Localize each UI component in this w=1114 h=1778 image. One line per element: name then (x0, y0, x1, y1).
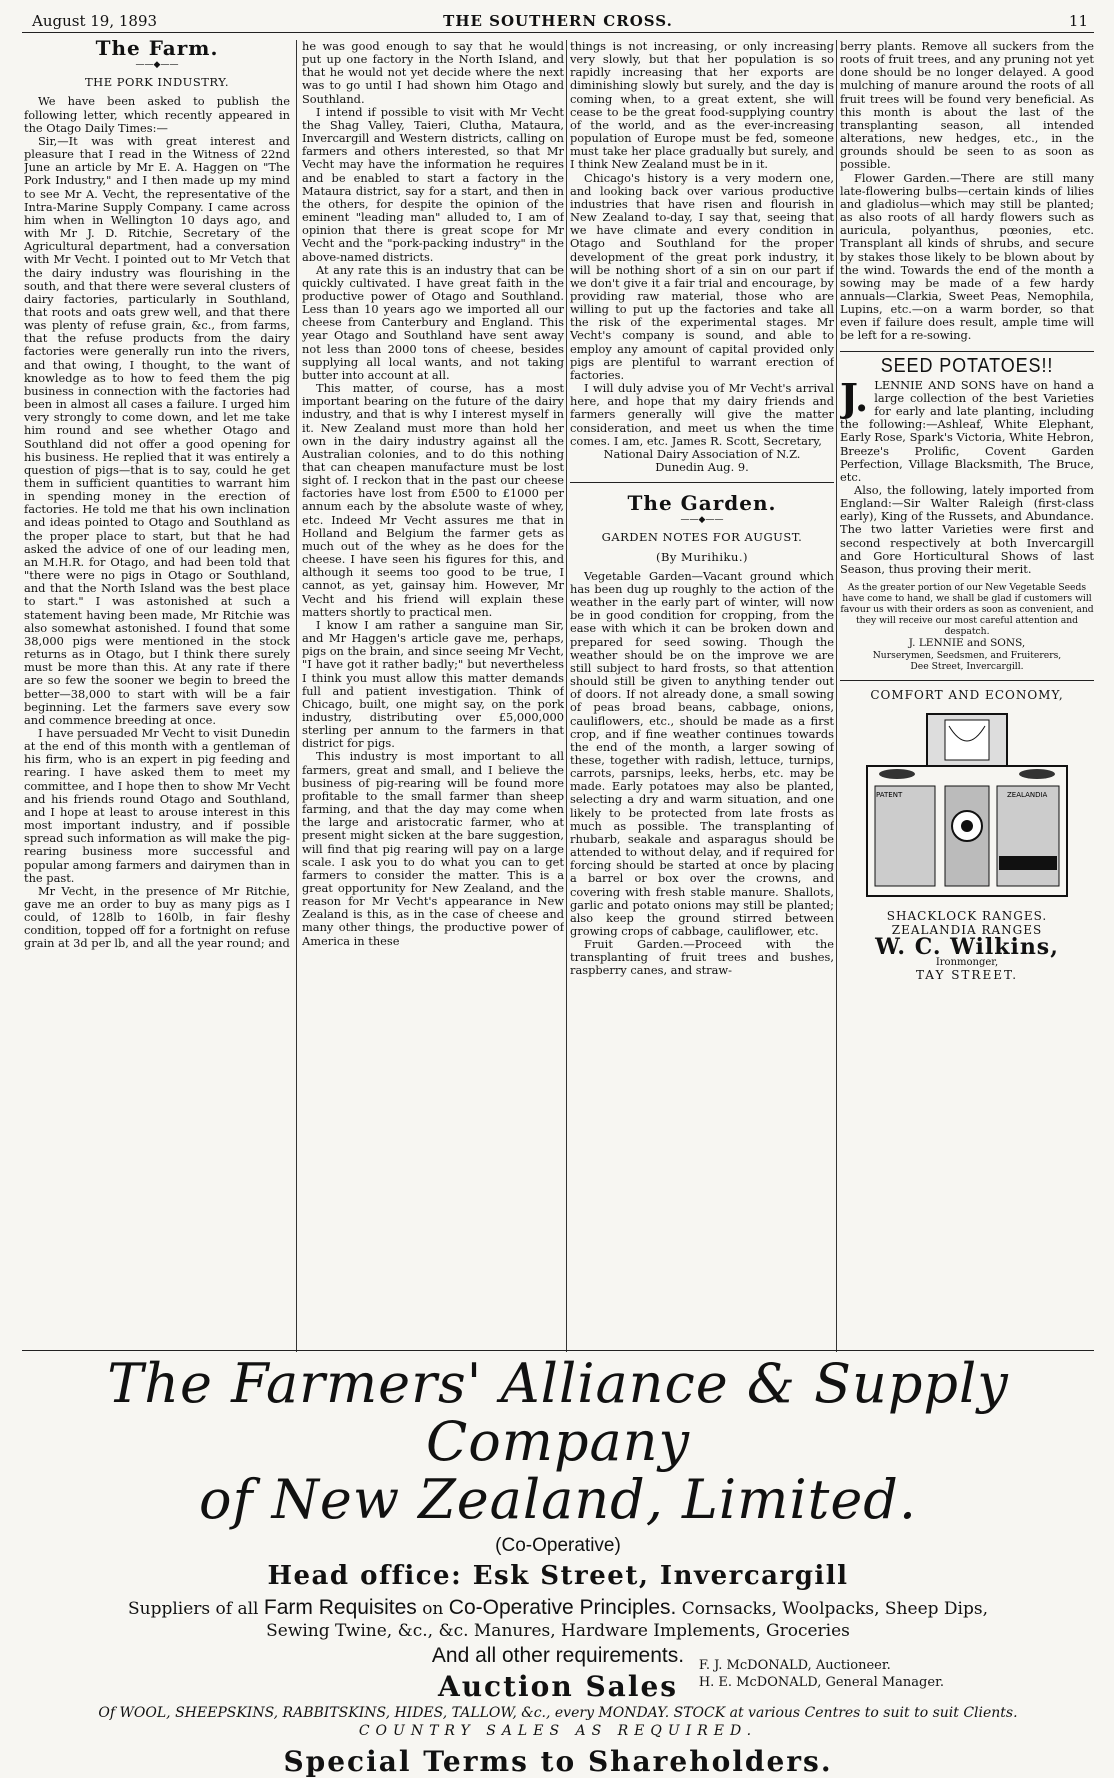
paragraph: LENNIE AND SONS have on hand a large collection of the best Varieties for early and late planting, including the following:—Ashleaf, White Elephant, Early Rose, Spark's Victoria, White Hebron, Breeze's Prolific, Covent Garden Perfection, Village Blacksmith, The Bruce, etc. (840, 377, 1094, 484)
column-rule (296, 40, 297, 1352)
paragraph: Mr Vecht, in the presence of Mr Ritchie, gave me an order to buy as many pigs as I could, of 128lb to 160lb, in fair fleshy condition, topped off for a fortnight on refuse grain at 3d per lb, and all the year round; and (24, 883, 290, 951)
paragraph: Vegetable Garden—Vacant ground which has been dug up roughly to the action of the weather in the early part of winter, will now be in good condition for cropping, from the ease with which it can be broken down and prepared for seed sowing. Though the weather should be on the improve we are still subject to hard frosts, so that attention should still be given to anything tender out of doors. If not already done, a small sowing of peas broad beans, cabbage, onions, cauliflowers, etc., should be made as a first crop, and if fine weather continues towards the end of the month, a larger sowing of these, together with radish, lettuce, turnips, carrots, parsnips, leeks, herbs, etc. may be made. Early potatoes may also be planted, selecting a dry and warm situation, and one likely to be protected from late frosts as much as possible. The transplanting of rhubarb, seakale and asparagus should be attended to without delay, and if required for forcing should be started at once by placing a barrel or box over the crowns, and covering with fresh stable manure. Shallots, garlic and potato onions may still be planted; also keep the ground stirred between growing crops of cabbage, cauliflower, etc. (570, 568, 834, 938)
suppliers-text: Farm Requisites (263, 1596, 417, 1619)
suppliers-text: on (422, 1599, 444, 1619)
kitchen-range-illustration (857, 706, 1077, 906)
shareholders-heading: Special Terms to Shareholders. (283, 1745, 833, 1778)
signature-line: National Dairy Association of N.Z. (603, 446, 801, 461)
merchant-name: W. C. Wilkins, (875, 933, 1059, 960)
paragraph: berry plants. Remove all suckers from the roots of fruit trees, and any pruning not yet done should be no longer delayed. A good mulching of manure around the roots of all fruit trees will be found very beneficial. As this month is about the last of the transplanting season, all intended alterations, new hedges, etc., in the grounds should be seen to as soon as possible. (840, 40, 1094, 172)
head-office: Head office: Esk Street, Invercargill (267, 1561, 849, 1591)
country-sales: COUNTRY SALES AS REQUIRED. (358, 1723, 758, 1739)
byline: (By Murihiku.) (655, 549, 749, 564)
seed-ad-trade: Nurserymen, Seedsmen, and Fruiterers, (872, 650, 1062, 662)
column-rule (836, 40, 837, 1352)
requirements-line: And all other requirements. (431, 1644, 685, 1667)
newspaper-title: THE SOUTHERN CROSS. (443, 12, 673, 30)
paragraph: Sir,—It was with great interest and pleasure that I read in the Witness of 22nd June an article by Mr E. A. Haggen on "The Pork Industry," and I then made up my mind to see Mr A. Vecht, the representative of the Intra-Marine Supply Company. I came across him when in Wellington 10 days ago, and with Mr J. D. Ritchie, Secretary of the Agricultural department, had a conversation with Mr Vecht. I pointed out to Mr Vetch that the dairy industry was flourishing in the south, and that there were several clusters of dairy factories, particularly in Southland, that roots and oats grew well, and that there was plenty of refuse grain, &c., from farms, that the refuse products from the dairy factories were generally run into the rivers, and that owing, I thought, to the want of knowledge as to how to feed them the pig business in connection with the factories had been in almost all cases a failure. I urged him very strongly to come down, and let me take him round and see whether Otago and Southland did not offer a good opening for his business. He replied that it was entirely a question of pigs—that is to say, could he get them in sufficient quantities to warrant him in spending money in the erection of factories. He told me that his own inclination and ideas pointed to Otago and Southland as the proper place to start, but that he had asked the advice of one of our leading men, an M.H.R. for Otago, and had been told that "there were no pigs in Otago or Southland, and that the North Island was the best place to start." I was astonished at such a statement having been made, Mr Ritchie was also somewhat astonished. I found that some 38,000 pigs were mentioned in the stock returns as in Otago, but I think there surely must be more than this. At any rate if there are so few the sooner we begin to breed the better—38,000 to start with will be a fair beginning. Let the farmers save every sow and commence breeding at once. (24, 133, 290, 727)
merchant-street: TAY STREET. (915, 968, 1019, 983)
divider (840, 680, 1094, 681)
merchant-trade: Ironmonger, (935, 956, 999, 968)
ornament-divider: ——◆—— (680, 515, 724, 526)
stove-patent-label: PATENT (876, 791, 903, 800)
farmers-alliance-advertisement (22, 1352, 1094, 1778)
section-heading-garden: The Garden. (627, 491, 777, 516)
column-farm-continued (302, 40, 564, 1345)
auction-details: Of WOOL, SHEEPSKINS, RABBITSKINS, HIDES, TALLOW, &c., every MONDAY. STOCK at various Centres to suit to suit Clients. (98, 1705, 1018, 1721)
article-title: THE PORK INDUSTRY. (85, 75, 229, 90)
page-header (22, 10, 1094, 33)
signature-date: Dunedin Aug. 9. (655, 460, 749, 474)
column-farm (24, 40, 290, 1345)
divider (570, 482, 834, 483)
article-title: GARDEN NOTES FOR AUGUST. (601, 530, 803, 545)
paragraph: This matter, of course, has a most important bearing on the future of the dairy industry, and that is why I interest myself in it. New Zealand must more than hold her own in the dairy industry against all the Australian colonies, and to do this nothing that can cheapen manufacture must be lost sight of. I reckon that in the past our cheese factories have lost from £500 to £1000 per annum each by the absolute waste of whey, etc. Indeed Mr Vecht assures me that in Holland and Belgium the farmer gets as much out of the whey as he does for the cheese. I have seen his figures for this, and although it seems too good to be true, I cannot, as yet, gainsay him. However, Mr Vecht and his friend will explain these matters shortly to practical men. (302, 381, 564, 619)
seed-ad-address: Dee Street, Invercargill. (910, 661, 1024, 673)
signatory: F. J. McDONALD, Auctioneer. (698, 1658, 891, 1673)
stove-brand-label: ZEALANDIA (1007, 791, 1048, 800)
suppliers-line-2: Sewing Twine, &c., &c. Manures, Hardware Implements, Groceries (266, 1621, 850, 1641)
paragraph: I will duly advise you of Mr Vecht's arrival here, and hope that my dairy friends and farmers generally will give the matter consideration, and meet us when the time comes. I am, etc. James R. Scott, Secretary, (570, 381, 834, 448)
page-number: 11 (1068, 12, 1088, 30)
column-farm-garden (570, 40, 834, 1345)
paragraph: Fruit Garden.—Proceed with the transplanting of fruit trees and bushes, raspberry canes, and straw- (570, 937, 834, 978)
range-ad-heading: COMFORT AND ECONOMY, (870, 688, 1064, 703)
ornament-divider: ——◆—— (135, 60, 179, 71)
paragraph: Flower Garden.—There are still many late-flowering bulbs—certain kinds of lilies and gladiolus—which may still be planted; as also roots of all hardy flowers such as auricula, polyanthus, pœonies, etc. Transplant all kinds of shrubs, and secure by stakes those likely to be blown about by the wind. Towards the end of the month a sowing may be made of a few hardy annuals—Clarkia, Sweet Peas, Nemophila, Lupins, etc.—on a warm border, so that even if failure does result, ample time will be left for a re-sowing. (840, 170, 1094, 343)
company-name-line-2: of New Zealand, Limited. (198, 1468, 918, 1531)
paragraph: I know I am rather a sanguine man Sir, and Mr Haggen's article gave me, perhaps, pigs on the brain, and since seeing Mr Vecht, "I have got it rather badly;" but nevertheless I think you must allow this matter demands full and patient investigation. Think of Chicago, built, one might say, on the pork industry, distributing over £5,000,000 sterling per annum to the farmers in that district for pigs. (302, 617, 564, 751)
seed-potatoes-heading: SEED POTATOES!! (880, 354, 1054, 377)
signatories (699, 1657, 944, 1691)
paragraph: Also, the following, lately imported from England:—Sir Walter Raleigh (first-class early), King of the Russets, and Abundance. The two latter Varieties were first and second respectively at both Invercargill and Gore Horticultural Shows of last Season, thus proving their merit. (840, 483, 1094, 576)
issue-date: August 19, 1893 (32, 12, 158, 30)
suppliers-line (22, 1597, 1094, 1620)
column-garden-ads (840, 40, 1094, 1345)
divider (22, 1350, 1094, 1351)
paragraph: I have persuaded Mr Vecht to visit Dunedin at the end of this month with a gentleman of his firm, who is an expert in pig feeding and rearing. I have asked them to meet my committee, and I hope then to show Mr Vecht and his friends round Otago and Southland, and I hope at least to arouse interest in this most important industry, and if possible spread such information as will make the pig-rearing business more successful and popular among farmers and dairymen than in the past. (24, 725, 290, 885)
range-line-2: ZEALANDIA RANGES (891, 922, 1043, 937)
paragraph: This industry is most important to all farmers, great and small, and I believe the business of pig-rearing will be found more profitable to the small farmer than sheep farming, and that the day may come when the large and aristocratic farmer, who at present might sicken at the bare suggestion, will find that pig rearing will pay on a large scale. I ask you to do what you can to get farmers to consider the matter. This is a great opportunity for New Zealand, and the reason for Mr Vecht's appearance in New Zealand is this, as in the case of cheese and many other things, the productive power of America in these (302, 749, 564, 948)
suppliers-text: Suppliers of all (127, 1599, 259, 1619)
divider (840, 351, 1094, 352)
suppliers-text: Cornsacks, Woolpacks, Sheep Dips, (681, 1599, 988, 1619)
paragraph: he was good enough to say that he would put up one factory in the North Island, and that he would not yet decide where the next was to go until I had shown him Otago and Southland. (302, 40, 564, 106)
seed-ad-signer: J. LENNIE and SONS, (908, 637, 1026, 650)
co-operative-label: (Co-Operative) (495, 1535, 621, 1556)
paragraph: I intend if possible to visit with Mr Vecht the Shag Valley, Taieri, Clutha, Mataura, Invercargill and Western districts, calling on farmers and others interested, so that Mr Vecht may have the information he requires and be enabled to start a factory in the Mataura district, say for a start, and then in the others, for despite the opinion of the eminent "leading man" alluded to, I am of opinion that there is great scope for Mr Vecht and the "pork-packing industry" in the above-named districts. (302, 104, 564, 264)
paragraph: We have been asked to publish the following letter, which recently appeared in the Otago Daily Times:— (24, 94, 290, 135)
company-name-line-1: The Farmers' Alliance & Supply Company (107, 1352, 1009, 1473)
column-rule (566, 40, 567, 1352)
seed-ad-body (840, 374, 1094, 576)
suppliers-text: Co-Operative Principles. (448, 1596, 677, 1619)
range-line-1: SHACKLOCK RANGES. (886, 909, 1048, 924)
auction-sales-heading: Auction Sales (437, 1670, 679, 1703)
section-heading-farm: The Farm. (95, 40, 219, 60)
dropcap: J. (840, 374, 869, 420)
paragraph: Chicago's history is a very modern one, and looking back over various productive industries that have risen and flourish in New Zealand to-day, I say that, seeing that we have climate and every condition in Otago and Southland for the proper development of the great pork industry, it will be nothing short of a sin on our part if we don't give it a fair trial and encourage, by providing raw material, those who are willing to put up the factories and take all the risk of the experimental stages. Mr Vecht's company is sound, and able to employ any amount of capital provided only pigs are plentiful to warrant erection of factories. (570, 170, 834, 382)
seed-ad-note: As the greater portion of our New Vegetable Seeds have come to hand, we shall be glad if customers will favour us with their orders as soon as convenient, and they will receive our most careful attention and despatch. (840, 582, 1094, 638)
paragraph: At any rate this is an industry that can be quickly cultivated. I have great faith in the productive power of Otago and Southland. Less than 10 years ago we imported all our cheese from Canterbury and England. This year Otago and Southland have sent away not less than 2000 tons of cheese, besides supplying all local wants, and not taking butter into account at all. (302, 262, 564, 382)
paragraph: things is not increasing, or only increasing very slowly, but that her population is so rapidly increasing that her exports are diminishing slowly but surely, and the day is coming when, to a great extent, she will cease to be the great food-supplying country of the world, and as the ever-increasing population of Europe must be fed, someone must take her place gradually but surely, and I think New Zealand must be in it. (570, 40, 834, 172)
signatory: H. E. McDONALD, General Manager. (698, 1675, 944, 1690)
